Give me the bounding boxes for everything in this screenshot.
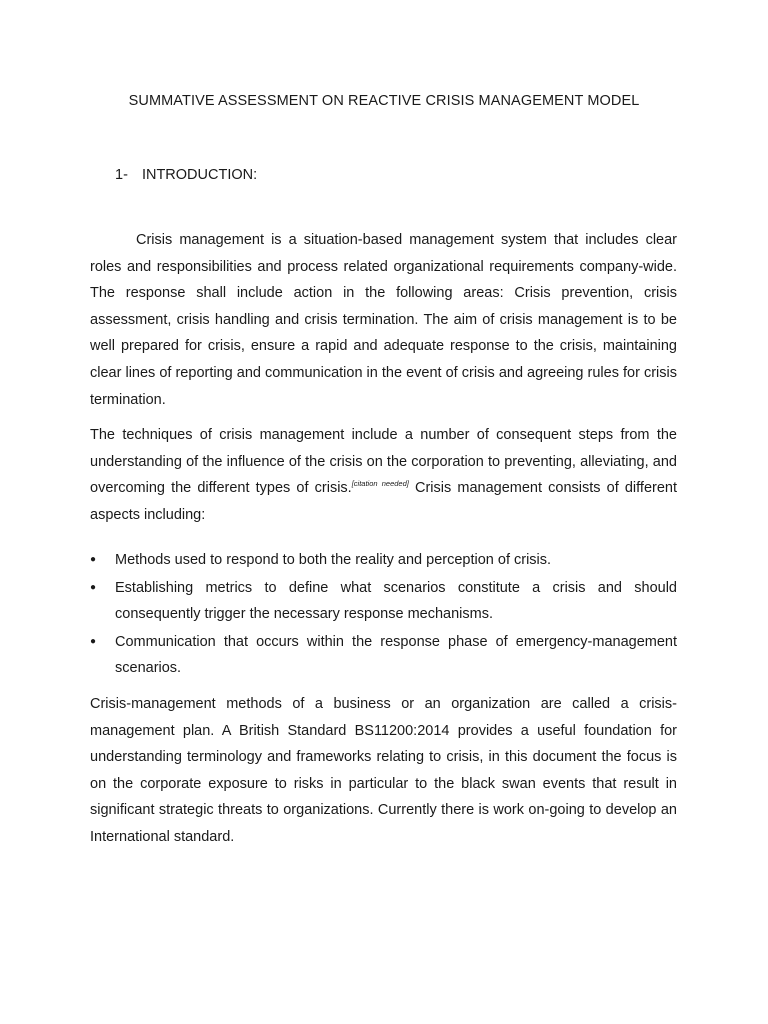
document-title: SUMMATIVE ASSESSMENT ON REACTIVE CRISIS MANAGEMENT MODEL [128, 93, 640, 109]
list-item [90, 575, 677, 628]
list-item-text: Communication that occurs within the response phase of emergency-management scenarios. [115, 633, 677, 677]
paragraph-plan: Crisis-management methods of a business or an organization are called a crisis-management plan. A British Standard BS11200:2014 provides a useful foundation for understanding terminology and frameworks relating to crisis, in this document the focus is on the corporate exposure to risks in particular to the black swan events that result in significant strategic threats to organizations. Currently there is work on-going to develop an International standard. [90, 696, 677, 845]
paragraph-techniques [90, 422, 677, 528]
section-heading [115, 167, 257, 183]
paragraph-techniques-text-end: Crisis management consists of different aspects including: [90, 480, 678, 523]
bullet-icon: ● [90, 554, 97, 565]
list-item [90, 547, 677, 574]
paragraph-techniques-text-start: The techniques of crisis management include a number of consequent steps from the understanding of the influence of the crisis on the corporation to preventing, alleviating, and overcoming the different types of crisis. [90, 427, 677, 497]
list-item [90, 629, 677, 682]
paragraph-intro [90, 227, 677, 413]
citation-needed-link[interactable]: [citation needed] [351, 479, 409, 489]
bullet-icon: ● [90, 581, 97, 593]
list-item-text: Methods used to respond to both the reality and perception of crisis. [115, 552, 552, 568]
list-item-text: Establishing metrics to define what scenarios constitute a crisis and should consequently trigger the necessary response mechanisms. [115, 579, 677, 623]
section-number: 1- [115, 167, 128, 183]
aspects-list [90, 547, 677, 683]
paragraph-intro-text: Crisis management is a situation-based management system that includes clear roles and responsibilities and process related organizational requirements company-wide. The response shall include action in the following areas: Crisis prevention, crisis assessment, crisis handling and crisis termination. The aim of crisis management is to be well prepared for crisis, ensure a rapid and adequate response to the crisis, maintaining clear lines of reporting and communication in the event of crisis and agreeing rules for crisis termination. [90, 232, 677, 408]
section-label: INTRODUCTION: [141, 167, 258, 183]
bullet-icon: ● [90, 635, 97, 647]
